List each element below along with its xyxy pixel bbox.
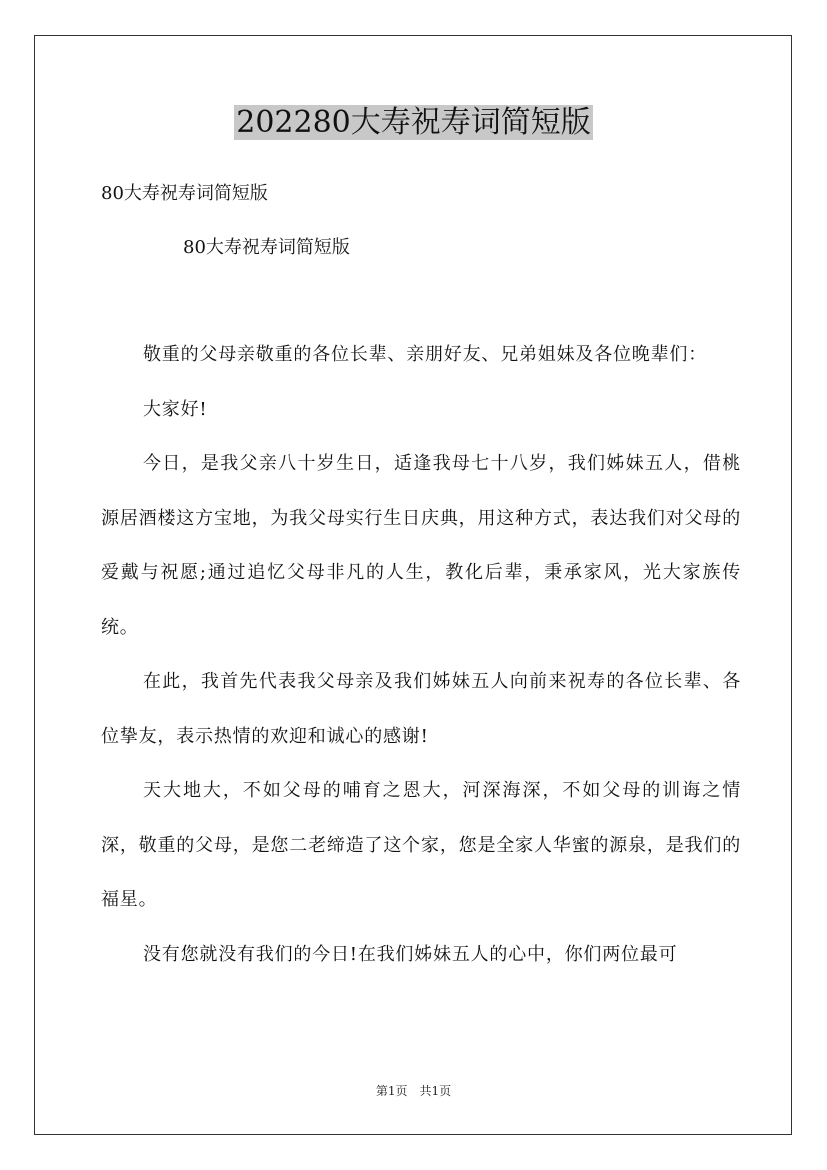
subtitle-indented: 80大寿祝寿词简短版 [183, 237, 350, 258]
paragraph-gratitude: 天大地大，不如父母的哺育之恩大，河深海深，不如父母的训诲之情深，敬重的父母，是您二老缔造了这个家，您是全家人华蜜的源泉，是我们的福星。 [101, 780, 741, 910]
paragraph-greeting: 敬重的父母亲敬重的各位长辈、亲朋好友、兄弟姐妹及各位晚辈们： [143, 344, 707, 365]
document-title-text: 202280大寿祝寿词简短版 [236, 105, 591, 140]
document-title [0, 103, 827, 143]
page-number-footer: 第1页 共1页 [375, 1084, 452, 1098]
paragraph-closing: 没有您就没有我们的今日!在我们姊妹五人的心中，你们两位最可 [143, 943, 678, 965]
document-body [101, 328, 741, 982]
paragraph-hello: 大家好! [143, 398, 208, 420]
paragraph-occasion: 今日，是我父亲八十岁生日，适逢我母七十八岁，我们姊妹五人，借桃源居酒楼这方宝地，为我父母实行生日庆典，用这种方式，表达我们对父母的爱戴与祝愿;通过追忆父母非凡的人生，教化后辈，秉承家风，光大家族传统。 [101, 453, 741, 638]
paragraph-thanks: 在此，我首先代表我父母亲及我们姊妹五人向前来祝寿的各位长辈、各位挚友，表示热情的欢迎和诚心的感谢! [101, 671, 741, 747]
subtitle: 80大寿祝寿词简短版 [101, 183, 268, 204]
